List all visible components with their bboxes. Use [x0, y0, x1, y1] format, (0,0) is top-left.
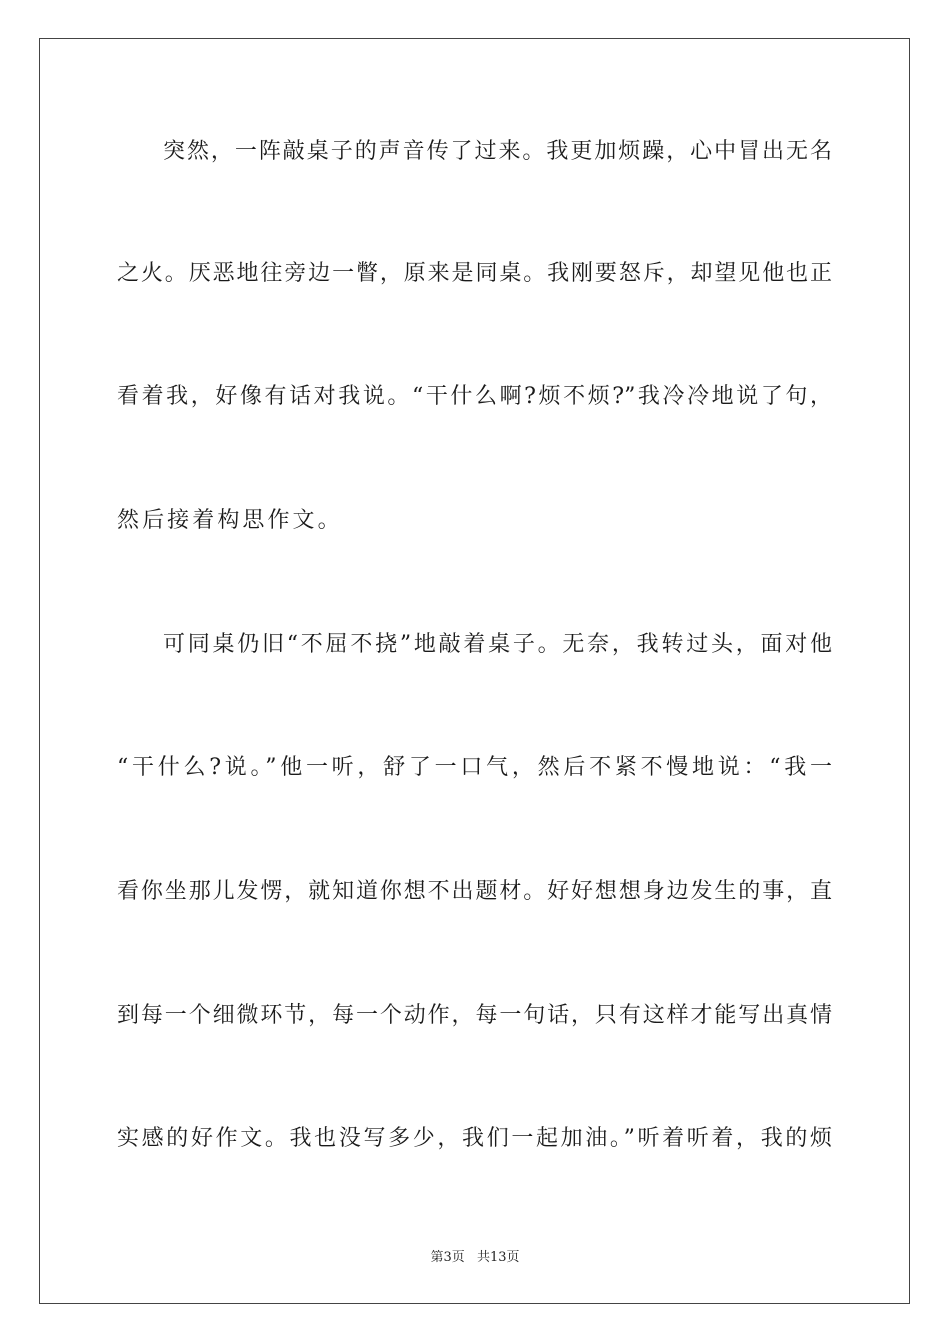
page-number: 第3页	[430, 1250, 465, 1265]
paragraph-line: 看着我，好像有话对我说。“干什么啊?烦不烦?”我冷冷地说了句，	[117, 384, 832, 409]
page-total: 共13页	[476, 1250, 520, 1265]
paragraph-line: “干什么?说。”他一听，舒了一口气，然后不紧不慢地说：“我一	[117, 755, 832, 780]
paragraph-line: 可同桌仍旧“不屈不挠”地敲着桌子。无奈，我转过头，面对他	[163, 632, 832, 657]
paragraph-line: 之火。厌恶地往旁边一瞥，原来是同桌。我刚要怒斥，却望见他也正	[117, 261, 832, 286]
page-footer	[0, 1246, 950, 1265]
paragraph-line: 到每一个细微环节，每一个动作，每一句话，只有这样才能写出真情	[117, 1003, 832, 1028]
paragraph-line: 看你坐那儿发愣，就知道你想不出题材。好好想想身边发生的事，直	[117, 879, 832, 904]
paragraph-line: 突然，一阵敲桌子的声音传了过来。我更加烦躁，心中冒出无名	[163, 139, 832, 164]
paragraph-line: 实感的好作文。我也没写多少，我们一起加油。”听着听着，我的烦	[117, 1126, 832, 1151]
paragraph-line: 然后接着构思作文。	[117, 508, 343, 533]
page-frame	[39, 38, 910, 1304]
